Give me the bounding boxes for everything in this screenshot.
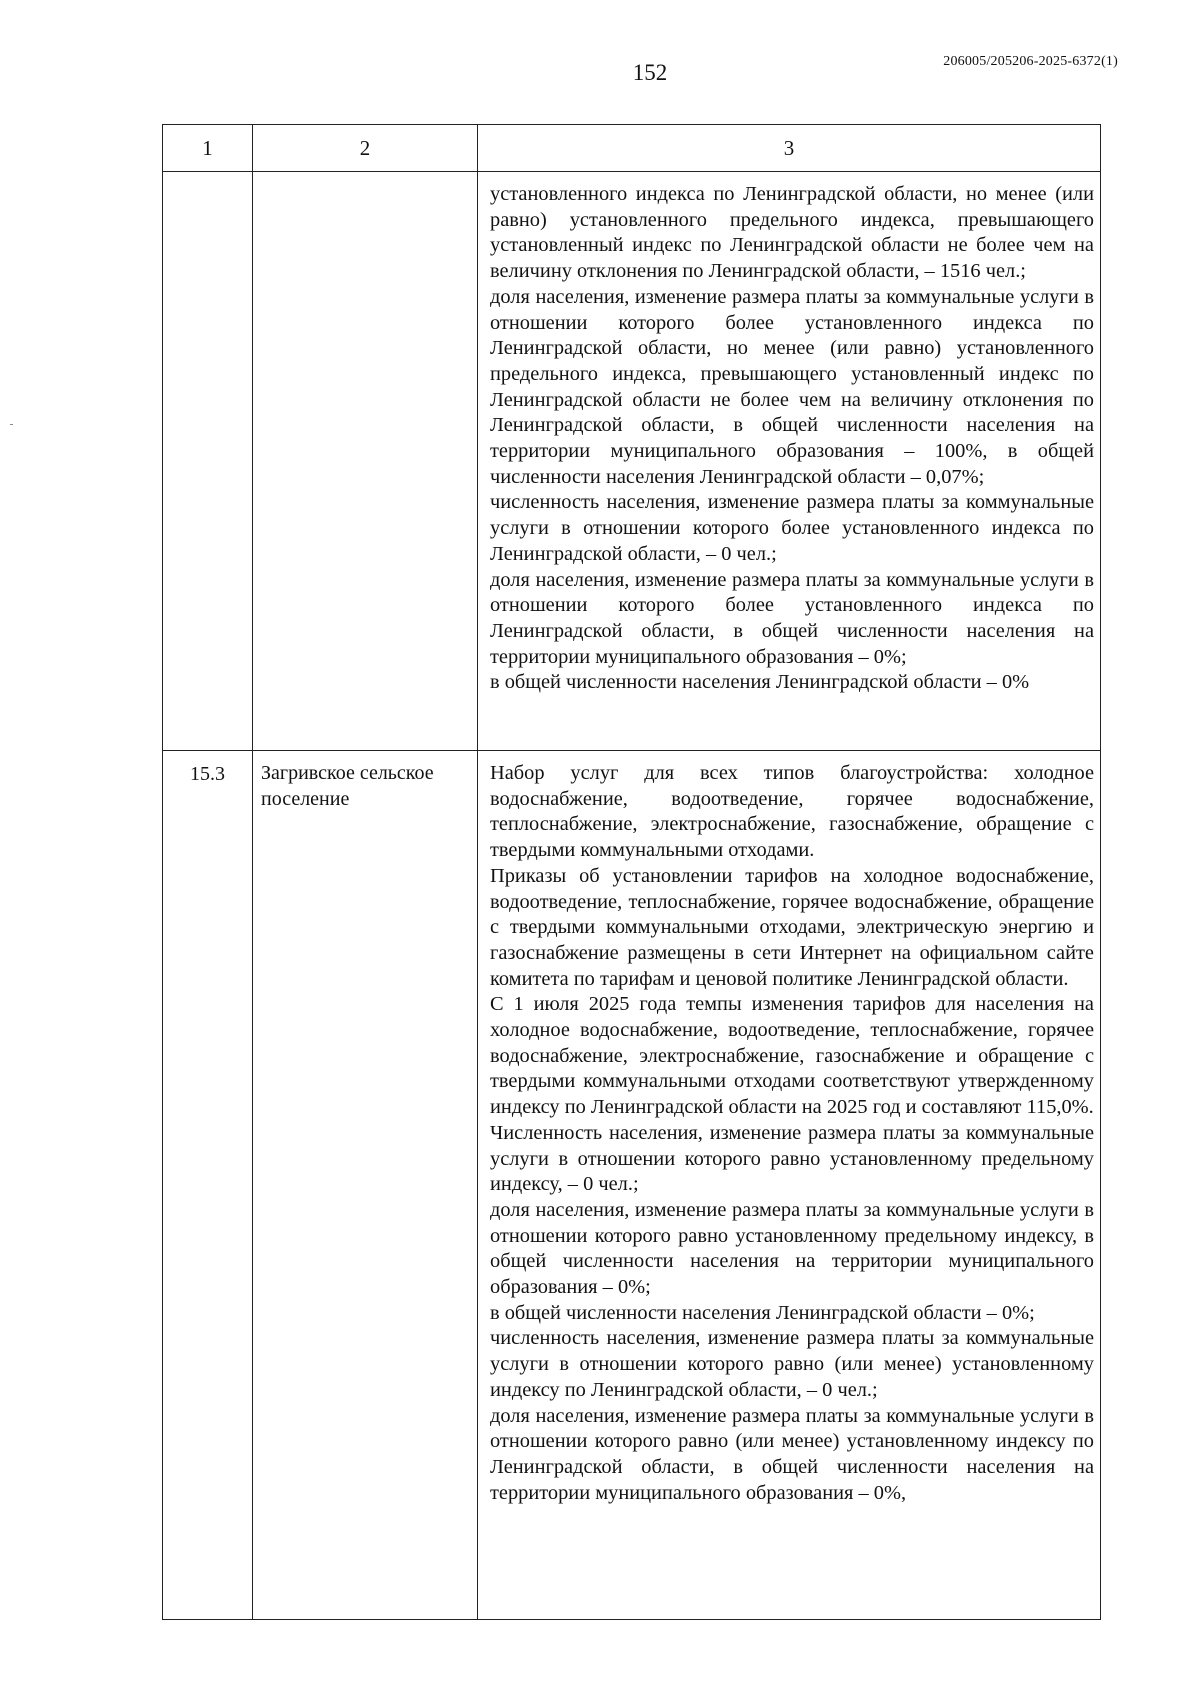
description-paragraph: доля населения, изменение размера платы за коммунальные услуги в отношении которого более установленного индекса по Ленинградской области, но менее (или равно) установленного предельного индекса, превышающего установленный индекс по Ленинградской области не более чем на величину отклонения по Ленинградской области, в общей численности населения на территории муниципального образования – 100%, в общей численности населения Ленинградской области – 0,07%; xyxy=(490,285,1094,488)
description-paragraph: доля населения, изменение размера платы за коммунальные услуги в отношении которого более установленного индекса по Ленинградской области, в общей численности населения на территории муниципального образования – 0%; xyxy=(490,568,1094,668)
description-paragraph: в общей численности населения Ленинградской области – 0% xyxy=(490,671,1030,694)
column-header-1: 1 xyxy=(163,125,253,172)
description-paragraph: в общей численности населения Ленинградской области – 0%; xyxy=(490,1301,1035,1324)
column-header-3: 3 xyxy=(478,125,1101,172)
row-number xyxy=(163,172,253,751)
document-code: 206005/205206-2025-6372(1) xyxy=(943,54,1118,69)
table-header-row xyxy=(163,125,1101,172)
table-row xyxy=(163,172,1101,751)
description-paragraph: Приказы об установлении тарифов на холодное водоснабжение, водоотведение, теплоснабжение, горячее водоснабжение, обращение с твердыми коммунальными отходами, электрическую энергию и газоснабжение размещены в сети Интернет на официальном сайте комитета по тарифам и ценовой политике Ленинградской области. xyxy=(490,864,1094,990)
settlement-name xyxy=(253,172,478,751)
description-paragraph: доля населения, изменение размера платы за коммунальные услуги в отношении которого равно (или менее) установленному индексу по Ленинградской области, в общей численности населения на территории муниципального образования – 0%, xyxy=(490,1404,1094,1504)
page-number: 152 xyxy=(632,60,668,85)
description-paragraph: С 1 июля 2025 года темпы изменения тарифов для населения на холодное водоснабжение, водоотведение, теплоснабжение, горячее водоснабжение, электроснабжение, газоснабжение и обращение с твердыми коммунальными отходами соответствуют утвержденному индексу по Ленинградской области на 2025 год и составляют 115,0%. xyxy=(490,993,1094,1119)
description-paragraph: численность населения, изменение размера платы за коммунальные услуги в отношении которого равно (или менее) установленному индексу по Ленинградской области, – 0 чел.; xyxy=(490,1327,1094,1401)
description-paragraph: установленного индекса по Ленинградской области, но менее (или равно) установленного предельного индекса, превышающего установленный индекс по Ленинградской области не более чем на величину отклонения по Ленинградской области, – 1516 чел.; xyxy=(490,183,1094,283)
margin-mark xyxy=(10,424,13,425)
row-description xyxy=(478,172,1101,751)
settlement-name: Загривское сельское поселение xyxy=(253,751,478,1620)
table-row xyxy=(163,751,1101,1620)
column-header-2: 2 xyxy=(253,125,478,172)
description-paragraph: доля населения, изменение размера платы за коммунальные услуги в отношении которого равно установленному предельному индексу, в общей численности населения на территории муниципального образования – 0%; xyxy=(490,1198,1094,1299)
tariff-table xyxy=(162,124,1101,1620)
description-paragraph: Численность населения, изменение размера платы за коммунальные услуги в отношении которого равно установленному предельному индексу, – 0 чел.; xyxy=(490,1121,1094,1196)
row-description xyxy=(478,751,1101,1620)
description-paragraph: численность населения, изменение размера платы за коммунальные услуги в отношении которого более установленного индекса по Ленинградской области, – 0 чел.; xyxy=(490,491,1094,565)
description-paragraph: Набор услуг для всех типов благоустройства: холодное водоснабжение, водоотведение, горячее водоснабжение, теплоснабжение, электроснабжение, газоснабжение, обращение с твердыми коммунальными отходами. xyxy=(490,762,1094,862)
row-number: 15.3 xyxy=(163,751,253,1620)
